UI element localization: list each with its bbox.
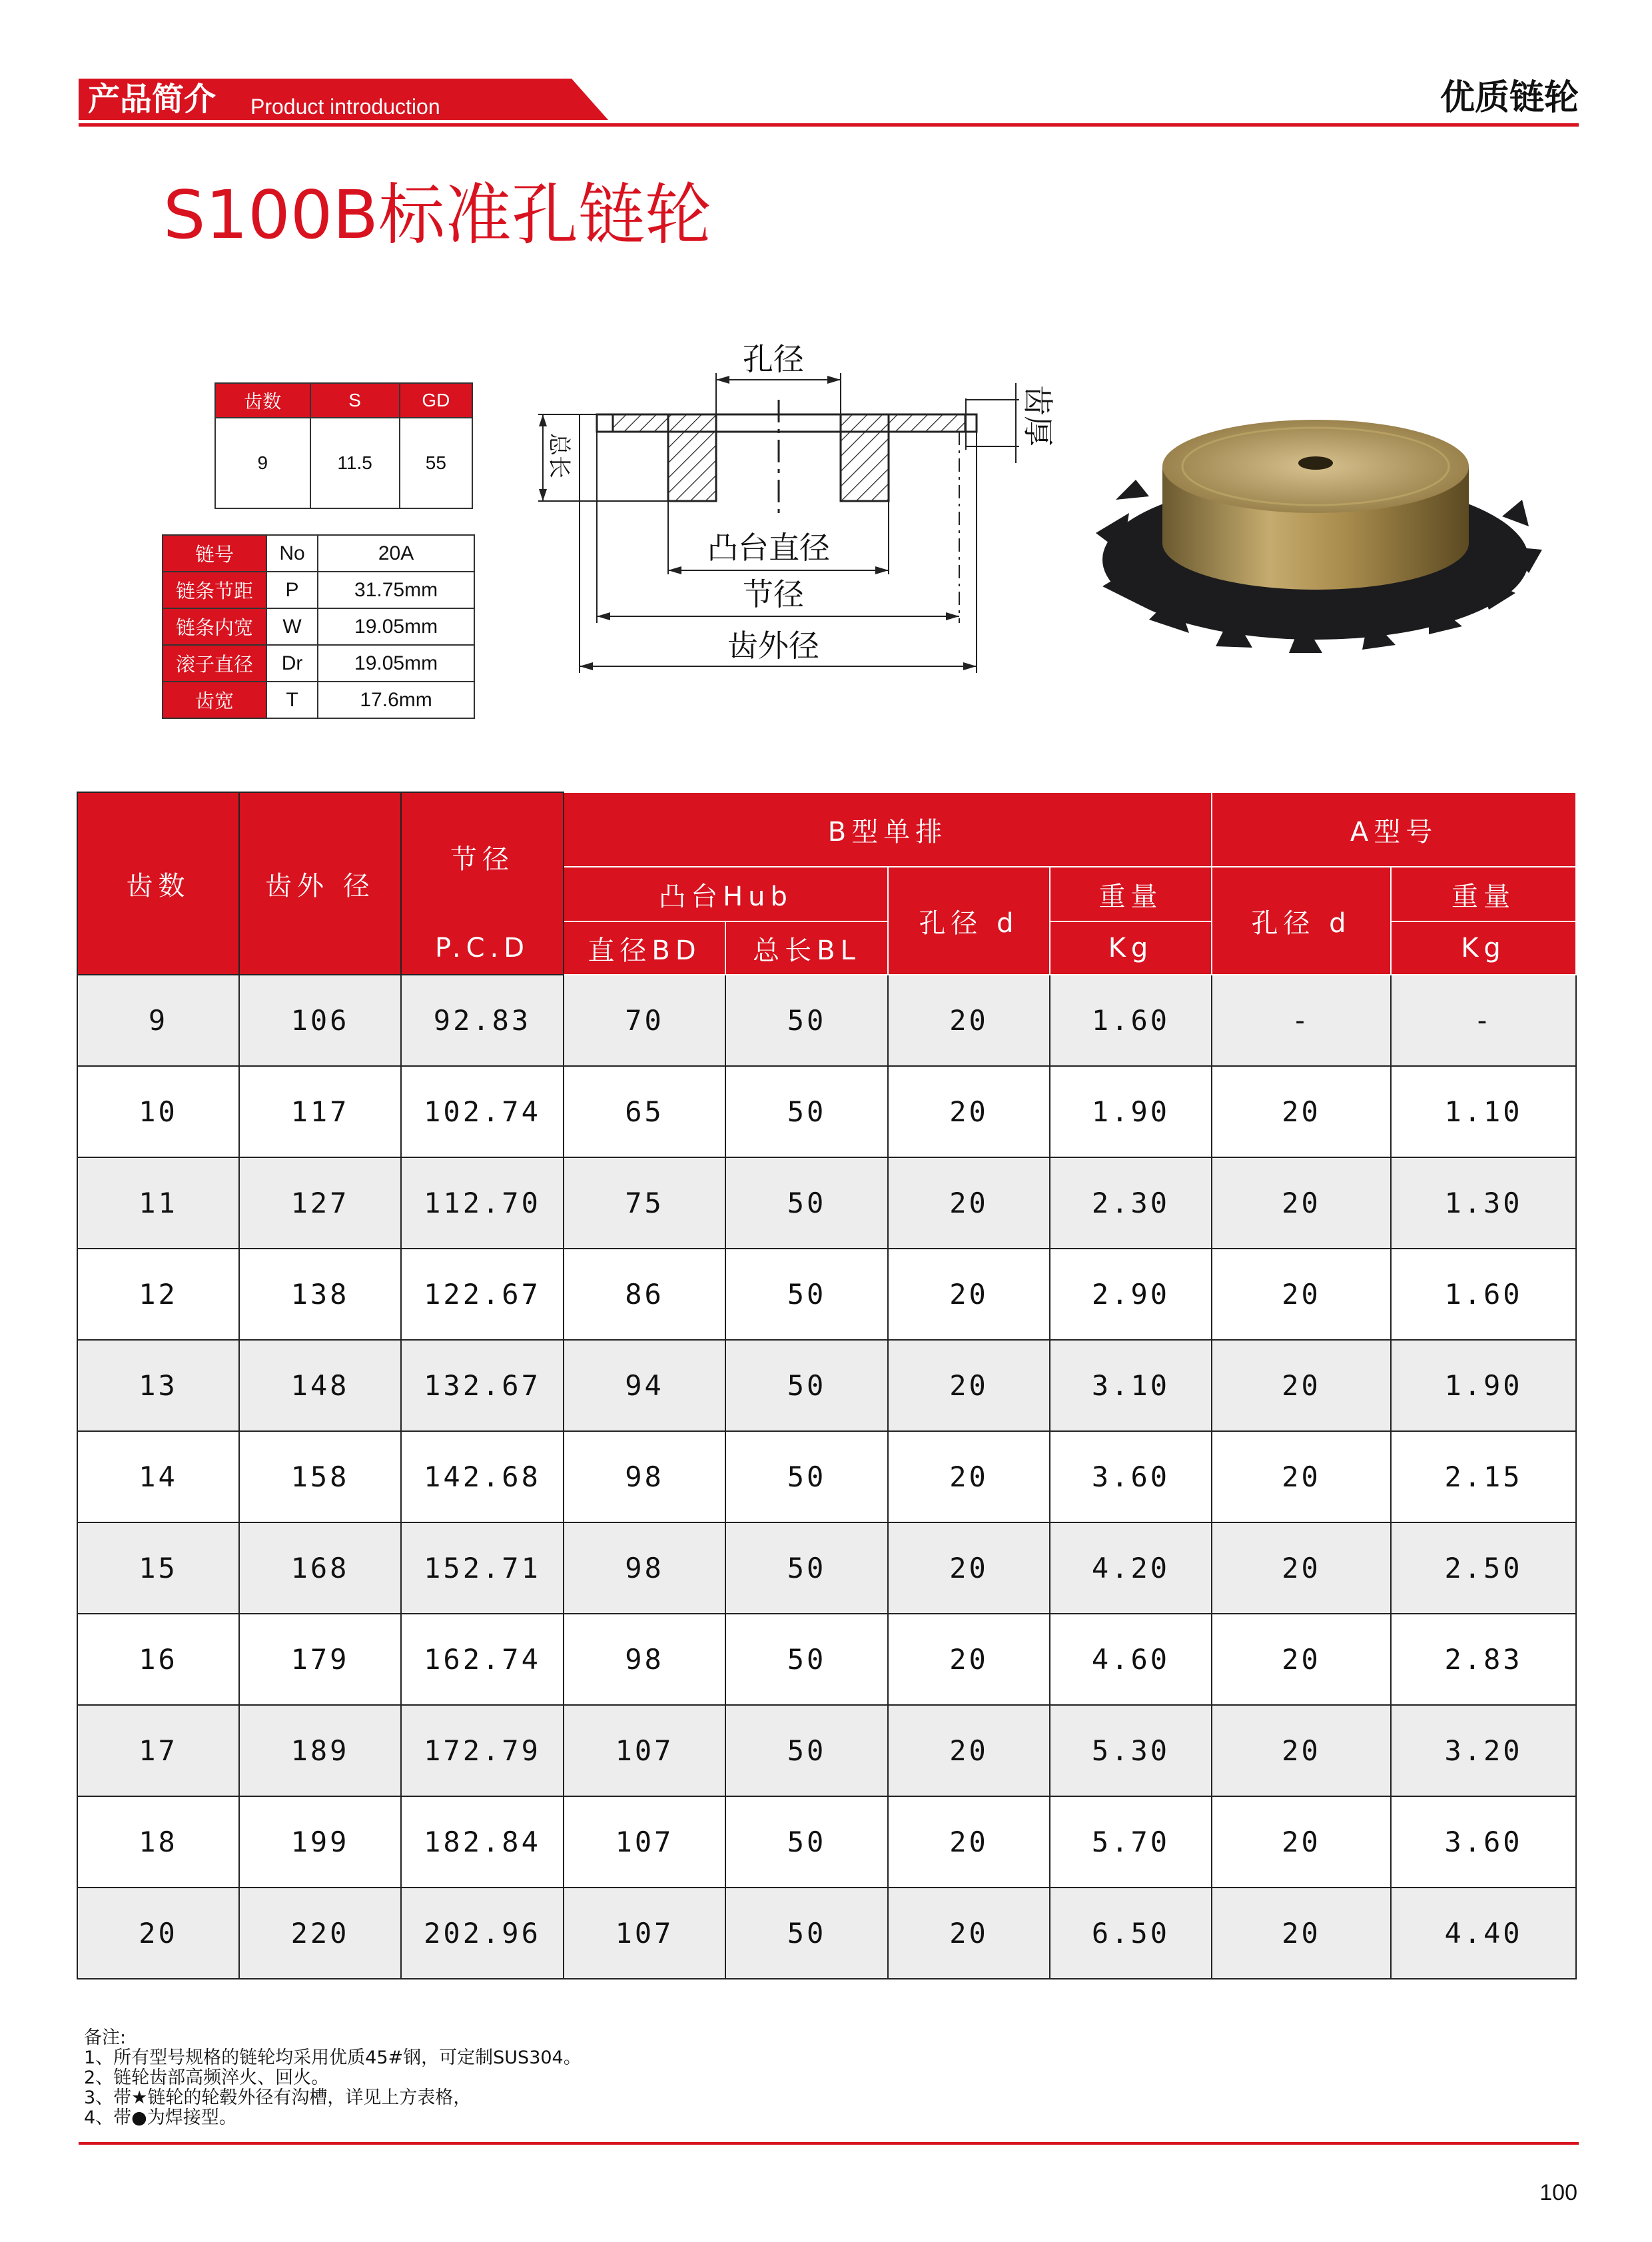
header-right-title: 优质链轮	[1440, 78, 1579, 118]
label-hub-diameter: 凸台直径	[707, 530, 830, 566]
note-item: 1、所有型号规格的链轮均采用优质45#钢，可定制SUS304。	[84, 2047, 582, 2068]
footer-divider	[79, 2142, 1579, 2145]
spec-main-table	[77, 792, 1577, 1979]
table-cell: 20	[888, 1614, 1050, 1705]
note-item: 2、链轮齿部高频淬火、回火。	[84, 2067, 330, 2088]
table-cell: 17	[77, 1705, 239, 1796]
spec1-header: GD	[400, 383, 472, 418]
table-cell: 3.20	[1391, 1705, 1576, 1796]
table-cell: 20	[888, 1249, 1050, 1340]
table-cell: 20	[888, 1340, 1050, 1431]
table-cell: 189	[239, 1705, 401, 1796]
header-hub: 凸台Hub	[564, 867, 888, 921]
spec1-value: 9	[215, 418, 310, 508]
table-cell: 50	[725, 975, 888, 1066]
table-cell: 11	[77, 1157, 239, 1249]
spec2-label: 链条节距	[163, 572, 266, 608]
note-item: 3、带★链轮的轮毂外径有沟槽，详见上方表格，	[84, 2087, 472, 2108]
table-cell: 4.60	[1050, 1614, 1212, 1705]
label-pitch-diameter: 节径	[743, 576, 804, 612]
header-weight-b: 重量	[1050, 867, 1212, 921]
section-subtitle: Product introduction	[250, 95, 440, 119]
table-cell: 202.96	[401, 1888, 564, 1979]
table-row	[77, 1614, 1576, 1705]
table-cell: 15	[77, 1522, 239, 1614]
table-cell: -	[1391, 975, 1576, 1066]
table-cell: 1.90	[1050, 1066, 1212, 1157]
table-cell: 3.10	[1050, 1340, 1212, 1431]
header-kg-a: Kg	[1391, 921, 1576, 975]
spec1-header: S	[310, 383, 400, 418]
table-row	[77, 1340, 1576, 1431]
spec2-label: 齿宽	[163, 682, 266, 718]
table-cell: 102.74	[401, 1066, 564, 1157]
table-row	[77, 975, 1576, 1066]
table-cell: 9	[77, 975, 239, 1066]
table-cell: 2.15	[1391, 1431, 1576, 1522]
table-cell: 20	[888, 1522, 1050, 1614]
table-cell: 20	[888, 1796, 1050, 1888]
table-cell: 3.60	[1050, 1431, 1212, 1522]
table-cell: 4.20	[1050, 1522, 1212, 1614]
table-cell: 70	[564, 975, 725, 1066]
label-outer-diameter: 齿外径	[727, 628, 819, 664]
header-pitch-diameter: 节径	[401, 792, 564, 921]
table-cell: 50	[725, 1705, 888, 1796]
table-cell: 50	[725, 1796, 888, 1888]
table-cell: 20	[1212, 1888, 1391, 1979]
table-cell: 92.83	[401, 975, 564, 1066]
table-cell: 20	[888, 1705, 1050, 1796]
spec2-label: 滚子直径	[163, 645, 266, 682]
table-row	[77, 1796, 1576, 1888]
page-number: 100	[1539, 2180, 1577, 2205]
table-cell: 117	[239, 1066, 401, 1157]
table-cell: 20	[888, 1888, 1050, 1979]
table-cell: 20	[1212, 1066, 1391, 1157]
table-cell: 132.67	[401, 1340, 564, 1431]
table-cell: 1.10	[1391, 1066, 1576, 1157]
table-cell: 65	[564, 1066, 725, 1157]
table-cell: 5.30	[1050, 1705, 1212, 1796]
table-cell: 50	[725, 1340, 888, 1431]
table-cell: 158	[239, 1431, 401, 1522]
table-cell: 220	[239, 1888, 401, 1979]
header-pcd: P.C.D	[401, 921, 564, 975]
table-cell: 75	[564, 1157, 725, 1249]
spec2-value: 19.05mm	[318, 608, 474, 645]
table-cell: 5.70	[1050, 1796, 1212, 1888]
table-cell: 107	[564, 1705, 725, 1796]
table-cell: 107	[564, 1796, 725, 1888]
table-cell: 20	[1212, 1796, 1391, 1888]
section-title: 产品简介	[88, 81, 216, 118]
table-cell: 112.70	[401, 1157, 564, 1249]
table-row	[77, 1157, 1576, 1249]
table-cell: 18	[77, 1796, 239, 1888]
table-row	[77, 1249, 1576, 1340]
table-cell: 138	[239, 1249, 401, 1340]
label-tooth-thickness: 齿厚	[1020, 385, 1056, 446]
table-cell: 122.67	[401, 1249, 564, 1340]
table-cell: 20	[77, 1888, 239, 1979]
table-cell: 3.60	[1391, 1796, 1576, 1888]
header-kg-b: Kg	[1050, 921, 1212, 975]
table-cell: 162.74	[401, 1614, 564, 1705]
table-cell: 4.40	[1391, 1888, 1576, 1979]
table-cell: 106	[239, 975, 401, 1066]
table-cell: 20	[1212, 1705, 1391, 1796]
table-row	[77, 1522, 1576, 1614]
note-item: 4、带●为焊接型。	[84, 2107, 237, 2128]
header-bore-a: 孔径 d	[1212, 867, 1391, 975]
table-row	[77, 1888, 1576, 1979]
table-cell: 20	[1212, 1249, 1391, 1340]
table-row	[77, 1705, 1576, 1796]
spec2-value: 20A	[318, 535, 474, 572]
table-cell: 179	[239, 1614, 401, 1705]
table-cell: 50	[725, 1249, 888, 1340]
table-cell: 107	[564, 1888, 725, 1979]
table-cell: 98	[564, 1614, 725, 1705]
header-a-type: A型号	[1212, 792, 1576, 867]
table-cell: 20	[888, 1431, 1050, 1522]
table-cell: 94	[564, 1340, 725, 1431]
table-cell: 50	[725, 1888, 888, 1979]
notes	[84, 2028, 582, 2128]
spec2-value: 19.05mm	[318, 645, 474, 682]
table-cell: 20	[888, 1157, 1050, 1249]
table-cell: 2.50	[1391, 1522, 1576, 1614]
spec-table-chain	[162, 534, 475, 719]
table-cell: 152.71	[401, 1522, 564, 1614]
table-row	[77, 1066, 1576, 1157]
table-cell: 20	[888, 1066, 1050, 1157]
table-cell: 14	[77, 1431, 239, 1522]
table-cell: 142.68	[401, 1431, 564, 1522]
header-divider	[79, 123, 1579, 127]
spec-table-teeth	[214, 382, 473, 509]
table-cell: 10	[77, 1066, 239, 1157]
table-cell: 2.90	[1050, 1249, 1212, 1340]
header-weight-a: 重量	[1391, 867, 1576, 921]
table-cell: 86	[564, 1249, 725, 1340]
spec1-value: 11.5	[310, 418, 400, 508]
page-title: S100B标准孔链轮	[163, 176, 711, 254]
table-cell: 148	[239, 1340, 401, 1431]
table-cell: 172.79	[401, 1705, 564, 1796]
table-cell: 98	[564, 1431, 725, 1522]
table-cell: 1.60	[1050, 975, 1212, 1066]
sprocket-cross-section-diagram	[533, 333, 1079, 686]
table-cell: 199	[239, 1796, 401, 1888]
spec2-label: 链条内宽	[163, 608, 266, 645]
table-cell: 1.30	[1391, 1157, 1576, 1249]
spec2-value: 17.6mm	[318, 682, 474, 718]
header-teeth: 齿数	[77, 792, 239, 975]
table-cell: 50	[725, 1157, 888, 1249]
table-cell: 50	[725, 1614, 888, 1705]
table-cell: 127	[239, 1157, 401, 1249]
table-cell: 20	[1212, 1340, 1391, 1431]
table-cell: 20	[1212, 1157, 1391, 1249]
table-cell: 2.30	[1050, 1157, 1212, 1249]
table-cell: 16	[77, 1614, 239, 1705]
table-cell: 50	[725, 1431, 888, 1522]
spec2-symbol: T	[266, 682, 318, 718]
table-body	[77, 975, 1576, 1979]
table-cell: 50	[725, 1066, 888, 1157]
header-b-single: B型单排	[564, 792, 1212, 867]
spec1-value: 55	[400, 418, 472, 508]
table-cell: 1.90	[1391, 1340, 1576, 1431]
header-bd: 直径BD	[564, 921, 725, 975]
spec2-symbol: No	[266, 535, 318, 572]
header-outer-diameter: 齿外 径	[239, 792, 401, 975]
spec2-label: 链号	[163, 535, 266, 572]
spec2-symbol: Dr	[266, 645, 318, 682]
table-cell: 50	[725, 1522, 888, 1614]
sprocket-product-photo	[1089, 400, 1555, 653]
table-cell: 20	[1212, 1431, 1391, 1522]
spec2-value: 31.75mm	[318, 572, 474, 608]
notes-title: 备注:	[84, 2027, 127, 2048]
table-cell: 182.84	[401, 1796, 564, 1888]
table-cell: 20	[888, 975, 1050, 1066]
table-cell: 1.60	[1391, 1249, 1576, 1340]
table-cell: -	[1212, 975, 1391, 1066]
table-row	[77, 1431, 1576, 1522]
table-cell: 12	[77, 1249, 239, 1340]
header-bore-b: 孔径 d	[888, 867, 1050, 975]
table-cell: 6.50	[1050, 1888, 1212, 1979]
table-cell: 168	[239, 1522, 401, 1614]
table-cell: 20	[1212, 1614, 1391, 1705]
table-cell: 2.83	[1391, 1614, 1576, 1705]
header-bl: 总长BL	[725, 921, 888, 975]
table-cell: 20	[1212, 1522, 1391, 1614]
spec1-header: 齿数	[215, 383, 310, 418]
table-cell: 98	[564, 1522, 725, 1614]
table-cell: 13	[77, 1340, 239, 1431]
spec2-symbol: W	[266, 608, 318, 645]
spec2-symbol: P	[266, 572, 318, 608]
label-total-length: 总长	[546, 433, 572, 478]
label-bore: 孔径	[743, 341, 804, 377]
